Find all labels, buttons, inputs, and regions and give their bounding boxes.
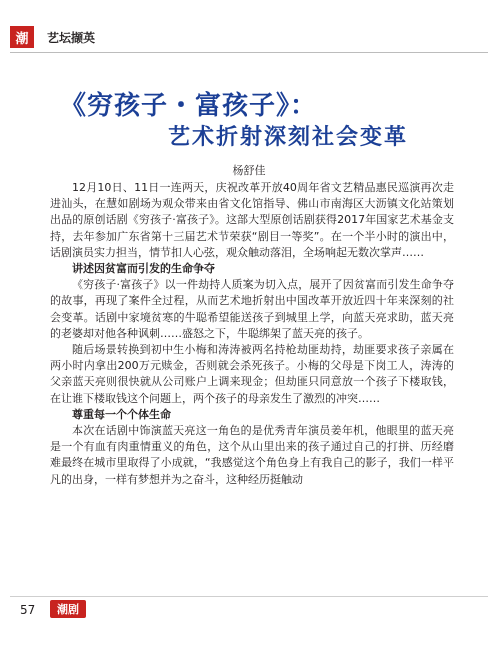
section-heading: 尊重每一个个体生命	[72, 407, 171, 421]
page-number: 57	[20, 603, 36, 617]
header-divider	[10, 52, 488, 53]
paragraph: 《穷孩子·富孩子》以一件劫持人质案为切入点，展开了因贫富而引发生命争夺的故事，再现了案件全过程，从而艺术地折射出中国改革开放近四十年来深刻的社会变革。话剧中家境贫寒的牛聪希望能送孩子到城里上学，向蓝天亮求助，蓝天亮的老婆却对他各种讽刺……盛怒之下，牛聪绑架了蓝天亮的孩子。	[50, 278, 454, 340]
paragraph: 12月10日、11日一连两天，庆祝改革开放40周年省文艺精品惠民巡演再次走进汕头，在慧如剧场为观众带来由省文化馆指导、佛山市南海区大沥镇文化站策划出品的原创话剧《穷孩子·富孩子》。这部大型原创话剧获得2017年国家艺术基金支持，去年参加广东省第十三届艺术节荣获“剧目一等奖”。在一个半小时的演出中，话剧演员实力担当，情节扣人心弦，观众触动落泪，全场响起无数次掌声……	[50, 181, 454, 259]
footer-divider	[10, 596, 488, 597]
article-title: 《穷孩子・富孩子》：	[60, 91, 318, 121]
article-author: 杨舒佳	[232, 164, 266, 177]
paragraph: 随后场景转换到初中生小梅和涛涛被两名持枪劫匪劫持，劫匪要求孩子亲属在两小时内拿出200万元赎金，否则就会杀死孩子。小梅的父母是下岗工人，涛涛的父亲蓝天亮则很快就从公司账户上调来现金；但劫匪只同意放一个孩子下楼取钱，在让谁下楼取钱这个问题上，两个孩子的母亲发生了激烈的冲突……	[50, 343, 454, 405]
paragraph: 本次在话剧中饰演蓝天亮这一角色的是优秀青年演员姜年机，他眼里的蓝天亮是一个有血有肉重情重义的角色，这个从山里出来的孩子通过自己的打拼、历经磨难最终在城市里取得了小成就，“我感觉这个角色身上有我自己的影子，我们一样平凡的出身，一样有梦想并为之奋斗，这种经历挺触动	[50, 424, 454, 486]
article-subtitle: 艺术折射深刻社会变革	[168, 125, 409, 150]
page-header	[0, 0, 498, 56]
magazine-logo: 潮	[10, 26, 34, 48]
footer-logo: 潮剧	[50, 600, 86, 618]
article-body	[50, 180, 454, 488]
section-title: 艺坛撷英	[47, 31, 96, 45]
section-heading: 讲述因贫富而引发的生命争夺	[72, 262, 215, 276]
